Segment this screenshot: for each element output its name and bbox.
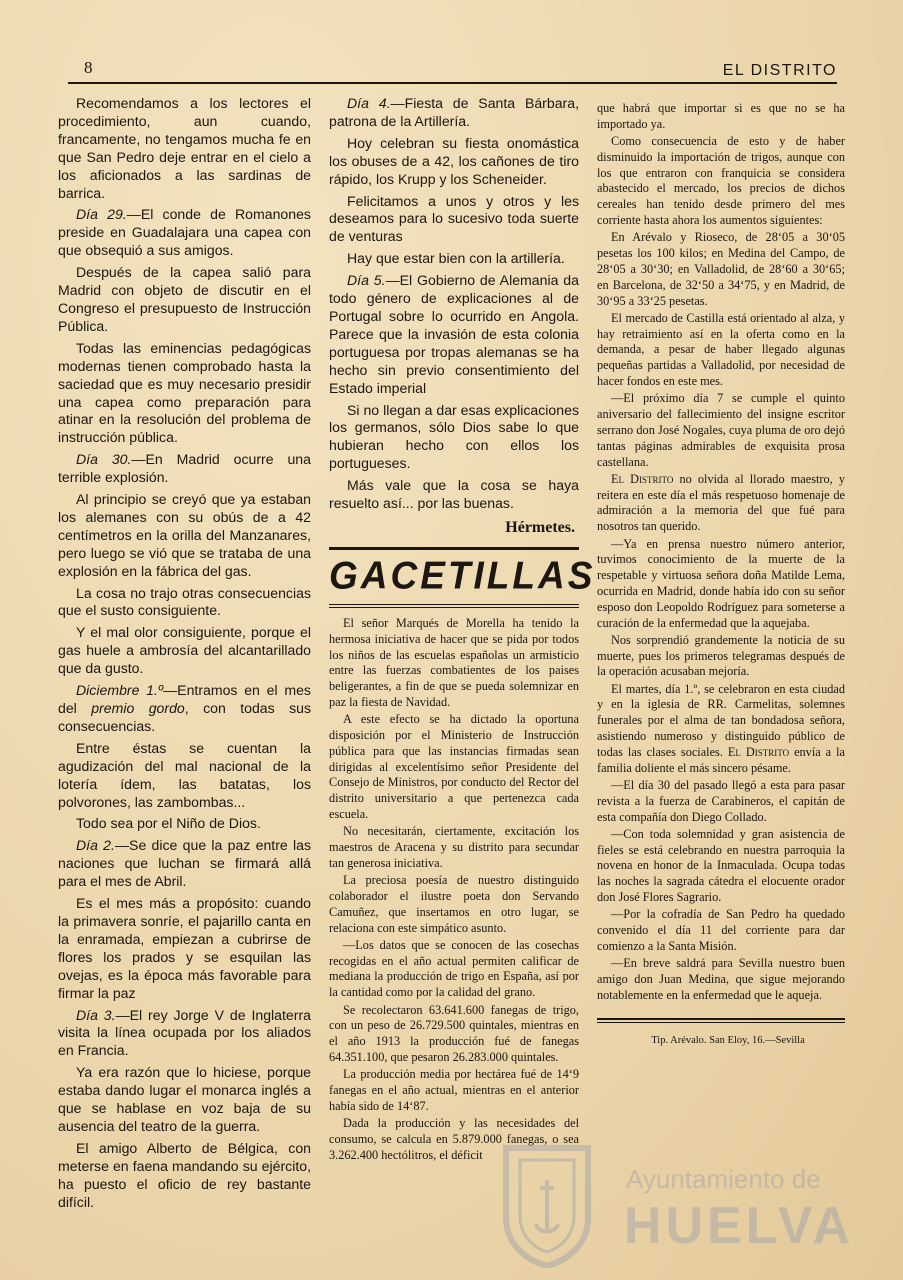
paragraph xyxy=(58,1064,311,1136)
paragraph xyxy=(329,616,579,711)
paragraph-text: El señor Marqués de Morella ha tenido la hermosa iniciativa de hacer que se pida por todos los niños de las escuelas españolas un armisticio entre las fuerzas combatientes de los paises beligerantes, a fin de que se pueda solemnizar en paz la fiesta de Navidad. xyxy=(329,615,579,709)
paragraph-text: La cosa no trajo otras consecuencias que el susto consiguiente. xyxy=(58,584,311,619)
column-1 xyxy=(58,95,311,1215)
paragraph-text: El mercado de Castilla está orientado al alza, y hay retraimiento así en la oferta como en la demanda, a pesar de haber llegado algunas pequeñas partidas a Valladolid, por necesidad de hacer fondos en este mes. xyxy=(597,310,845,389)
paragraph-text: Se recolectaron 63.641.600 fanegas de trigo, con un peso de 26.729.500 quintales, mientras en el año 1913 la producción fué de fanegas 64.351.100, que pesaron 26.283.000 quintales. xyxy=(329,1002,579,1064)
paragraph-text: —Entramos en el mes del xyxy=(58,682,311,716)
paragraph xyxy=(58,451,311,487)
paragraph-text: Nos sorprendió grandemente la noticia de su muerte, pues los primeros telegramas después de la operación acusaban mejoría. xyxy=(597,632,845,679)
column-3 xyxy=(597,101,845,1050)
paragraph xyxy=(597,956,845,1003)
paragraph-text: no olvida al llorado maestro, y reitera en este día el más respetuoso homenaje de admiración a la memoria del que fué para nosotros tan querido. xyxy=(597,471,845,534)
paragraph xyxy=(329,477,579,513)
section-rule-bottom xyxy=(329,604,579,608)
paragraph xyxy=(597,101,845,133)
paragraph-text: Todo sea por el Niño de Dios. xyxy=(76,815,261,832)
paragraph xyxy=(329,135,579,189)
paragraph xyxy=(329,1067,579,1114)
emphasis: premio gordo xyxy=(91,700,185,716)
paragraph-text: —Ya en prensa nuestro número anterior, tuvimos conocimiento de la muerte de la respetable y virtuosa señora doña Matilde Lema, ocurrida en Madrid, donde había ido con su señor esposo don Leopoldo Rodríguez para someterse a curación de la enfermedad que la aquejaba. xyxy=(597,536,845,630)
paragraph xyxy=(597,537,845,632)
page-header xyxy=(68,58,837,84)
paragraph-text: Como consecuencia de esto y de haber disminuido la importación de trigos, aunque con los que entraron con franquicia se considera abastecido el mercado, los precios de dichos cereales han tenido desde primero del mes corriente hasta ahora los aumentos siguientes: xyxy=(597,134,845,228)
paragraph-text: No necesitarán, ciertamente, excitación los maestros de Aracena y su distrito para secundar tan generosa iniciativa. xyxy=(329,824,579,870)
paragraph-text: Y el mal olor consiguiente, porque el gas huele a ambrosía del alcantarillado que da gusto. xyxy=(58,624,311,677)
dateline: Diciembre 1.º xyxy=(76,682,164,699)
paragraph-text: —Con toda solemnidad y gran asistencia de fieles se está celebrando en nuestra parroquia la novena en honor de la Inmaculada. Ocupa todas las noches la sagrada cátedra el elocuente orador don José Flores Sagrario. xyxy=(597,826,845,905)
paragraph xyxy=(58,740,311,812)
dateline: Día 3. xyxy=(76,1006,116,1023)
paragraph-text: —Por la cofradía de San Pedro ha quedado convenido el día 11 del corriente para dar comienzo a la Santa Misión. xyxy=(597,907,845,953)
paragraph xyxy=(329,193,579,247)
author-signature: Hérmetes. xyxy=(505,518,575,536)
paragraph xyxy=(597,391,845,470)
paragraph xyxy=(58,206,311,260)
page-number: 8 xyxy=(84,58,93,77)
paragraph-text: —El Gobierno de Alemania da todo género de explicaciones al de Portugal sobre lo ocurrido en Angola. Parece que la invasión de esta colonia portuguesa por tropas alemanas se ha hecho sin previo consentimiento del Estado imperial xyxy=(329,272,579,396)
paragraph xyxy=(58,682,311,736)
paragraph-text: que habrá que importar si es que no se ha importado ya. xyxy=(597,101,845,131)
paragraph xyxy=(58,837,311,891)
paragraph xyxy=(329,272,579,397)
paragraph xyxy=(597,134,845,229)
watermark-text-line-1: Ayuntamiento de xyxy=(626,1164,821,1194)
paragraph-text: En Arévalo y Rioseco, de 28‘05 a 30‘05 pesetas los 100 kilos; en Medina del Campo, de 28‘05 a 30‘30; en Valladolid, de 28‘60 a 30‘65; en Barcelona, de 32‘50 a 34‘75, y en Madrid, de 30‘95 a 33‘25 pesetas. xyxy=(597,230,845,308)
paragraph-text: A este efecto se ha dictado la oportuna disposición por el Ministerio de Instrucción pública para que las instancias firmadas sean dirigidas al excelentísimo señor Presidente del Consejo de Ministros, por conducto del Rector del distrito universitario a que pertenezca cada escuela. xyxy=(329,712,579,821)
paragraph xyxy=(597,682,845,777)
dateline: Día 29. xyxy=(76,206,127,223)
paragraph xyxy=(329,250,579,268)
gacetillas-news xyxy=(329,616,579,1164)
paragraph-text: Es el mes más a propósito: cuando la primavera sonríe, el pajarillo canta en la enramada, empiezan a cubrirse de flores los prados y se esquilan las ovejas, es la época más favorable para firmar la paz xyxy=(58,895,311,1001)
paragraph-text: Hoy celebran su fiesta onomástica los obuses de a 42, los cañones de tiro rápido, los Krupp y los Scheneider. xyxy=(329,134,579,187)
printer-imprint: Tip. Arévalo. San Eloy, 16.—Sevilla xyxy=(651,1034,805,1046)
paragraph xyxy=(329,938,579,1001)
paragraph xyxy=(58,895,311,1002)
section-rule-top xyxy=(329,547,579,550)
chronicle-continued xyxy=(329,95,579,513)
paragraph xyxy=(329,95,579,131)
paragraph-text: Todas las eminencias pedagógicas modernas tienen comprobado hasta la saciedad que es muy necesario presidir una capea como preparación para atinar en la resolución del problema de instrucción pública. xyxy=(58,339,311,446)
newspaper-title: EL DISTRITO xyxy=(722,62,837,79)
paragraph-text: La preciosa poesía de nuestro distinguido colaborador el ilustre poeta don Servando Camuñez, que insertamos en otro lugar, se relaciona con este simpático asunto. xyxy=(329,873,579,935)
paragraph xyxy=(597,472,845,535)
paragraph xyxy=(58,95,311,202)
paragraph xyxy=(58,491,311,581)
paragraph xyxy=(58,340,311,447)
paragraph xyxy=(58,1007,311,1061)
column-2 xyxy=(329,95,596,1165)
paragraph xyxy=(58,1140,311,1212)
paragraph xyxy=(597,827,845,906)
paragraph-text: —En breve saldrá para Sevilla nuestro buen amigo don Juan Medina, que sigue mejorando notablemente en la enfermedad que le aqueja. xyxy=(597,956,845,1002)
paragraph-text: —Fiesta de Santa Bárbara, patrona de la Artillería. xyxy=(329,95,579,129)
paragraph xyxy=(597,230,845,309)
coat-of-arms-icon xyxy=(500,1140,594,1268)
paragraph-text: El amigo Alberto de Bélgica, con meterse en faena mandando su ejército, ha puesto el oficio de rey bastante difícil. xyxy=(58,1139,311,1210)
paragraph xyxy=(58,264,311,336)
paragraph-text: Dada la producción y las necesidades del consumo, se calcula en 5.879.000 fanegas, o sea 3.262.400 hectólitros, el déficit xyxy=(329,1116,579,1162)
dateline: Día 2. xyxy=(76,837,115,854)
paragraph-text: Hay que estar bien con la artillería. xyxy=(347,250,565,267)
paragraph-text: Después de la capea salió para Madrid con objeto de discutir en el Congreso el presupuesto de Instrucción Pública. xyxy=(58,264,311,334)
paragraph-text: Al principio se creyó que ya estaban los alemanes con su obús de a 42 centímetros en la orilla del Manzanares, pero luego se vió que se trataba de una explosión en la fábrica del gas. xyxy=(58,491,311,579)
paragraph-text-tail: , con todas sus consecuencias. xyxy=(58,700,311,734)
section-heading: GACETILLAS xyxy=(329,553,596,597)
paragraph xyxy=(58,815,311,833)
newspaper-name: El Distrito xyxy=(611,471,674,486)
paragraph-text: Si no llegan a dar esas explicaciones los germanos, sólo Dios sabe lo que hubieran hecho con ellos los portugueses. xyxy=(329,401,579,472)
paragraph xyxy=(597,311,845,390)
paragraph xyxy=(329,402,579,474)
paragraph-text: —El día 30 del pasado llegó a esta para pasar revista a la fuerza de Carabineros, el capitán de esta compañía don Diego Collado. xyxy=(597,777,845,824)
paragraph-text: Más vale que la cosa se haya resuelto así... por las buenas. xyxy=(329,477,579,512)
paragraph-text-tail: envía a la familia doliente el más sincero pésame. xyxy=(597,744,845,775)
gacetillas-news-continued xyxy=(597,101,845,1004)
paragraph-text: Ya era razón que lo hiciese, porque estaba dando lugar el monarca inglés a que se hablase en voz baja de su ausencia del teatro de la guerra. xyxy=(58,1064,311,1134)
paragraph-text: —El conde de Romanones preside en Guadalajara una capea con que obsequió a sus amigos. xyxy=(58,206,311,259)
paragraph xyxy=(58,624,311,678)
paragraph-text: La producción media por hectárea fué de 14‘9 fanegas en el año actual, mientras en el anterior había sido de 14‘87. xyxy=(329,1067,579,1113)
dateline: Día 30. xyxy=(76,451,132,468)
paragraph xyxy=(329,873,579,936)
paragraph-text: —En Madrid ocurre una terrible explosión. xyxy=(58,451,311,486)
closing-rule xyxy=(597,1018,845,1023)
paragraph-text: Felicitamos a unos y otros y les deseamos para lo sucesivo toda suerte de venturas xyxy=(329,192,579,245)
watermark-text-line-2: HUELVA xyxy=(624,1197,855,1255)
paragraph-text: Entre éstas se cuentan la agudización del mal nacional de la lotería ídem, las batatas, los polvorones, las zambombas... xyxy=(58,739,311,810)
paragraph xyxy=(58,585,311,621)
dateline: Día 4. xyxy=(347,95,391,111)
paragraph-text: —Se dice que la paz entre las naciones que luchan se firmará allá para el mes de Abril. xyxy=(58,837,312,890)
paragraph xyxy=(329,712,579,823)
paragraph xyxy=(329,824,579,871)
paragraph-text: —El próximo día 7 se cumple el quinto aniversario del fallecimiento del insigne escritor serrano don José Nogales, cuya pluma de oro dejó tantas páginas admirables de exquisita prosa castellana. xyxy=(597,391,845,469)
newspaper-name: El Distrito xyxy=(727,744,790,759)
paragraph-text: —Los datos que se conocen de las cosechas recogidas en el año actual permiten calificar de mediana la producción de trigo en España, así por la cantidad como por la calidad del grano. xyxy=(329,937,579,1000)
paragraph xyxy=(597,907,845,954)
dateline: Día 5. xyxy=(347,272,386,289)
paragraph xyxy=(597,633,845,680)
paragraph-text: —El rey Jorge V de Inglaterra visita la línea ocupada por los aliados en Francia. xyxy=(58,1006,311,1059)
paragraph xyxy=(329,1003,579,1066)
archive-watermark xyxy=(500,1140,855,1270)
paragraph-text: Recomendamos a los lectores el procedimiento, aun cuando, francamente, no tengamos mucha fe en que San Pedro deje entrar en el cielo a los aficionados a las sardinas de barrica. xyxy=(58,95,311,201)
paragraph xyxy=(597,778,845,825)
paragraph-text: El martes, día 1.º, se celebraron en esta ciudad y en la iglesia de RR. Carmelitas, solemnes funerales por el alma de tan bondadosa señora, asistiendo numeroso y distinguido público de todas las clases sociales. xyxy=(597,681,845,759)
